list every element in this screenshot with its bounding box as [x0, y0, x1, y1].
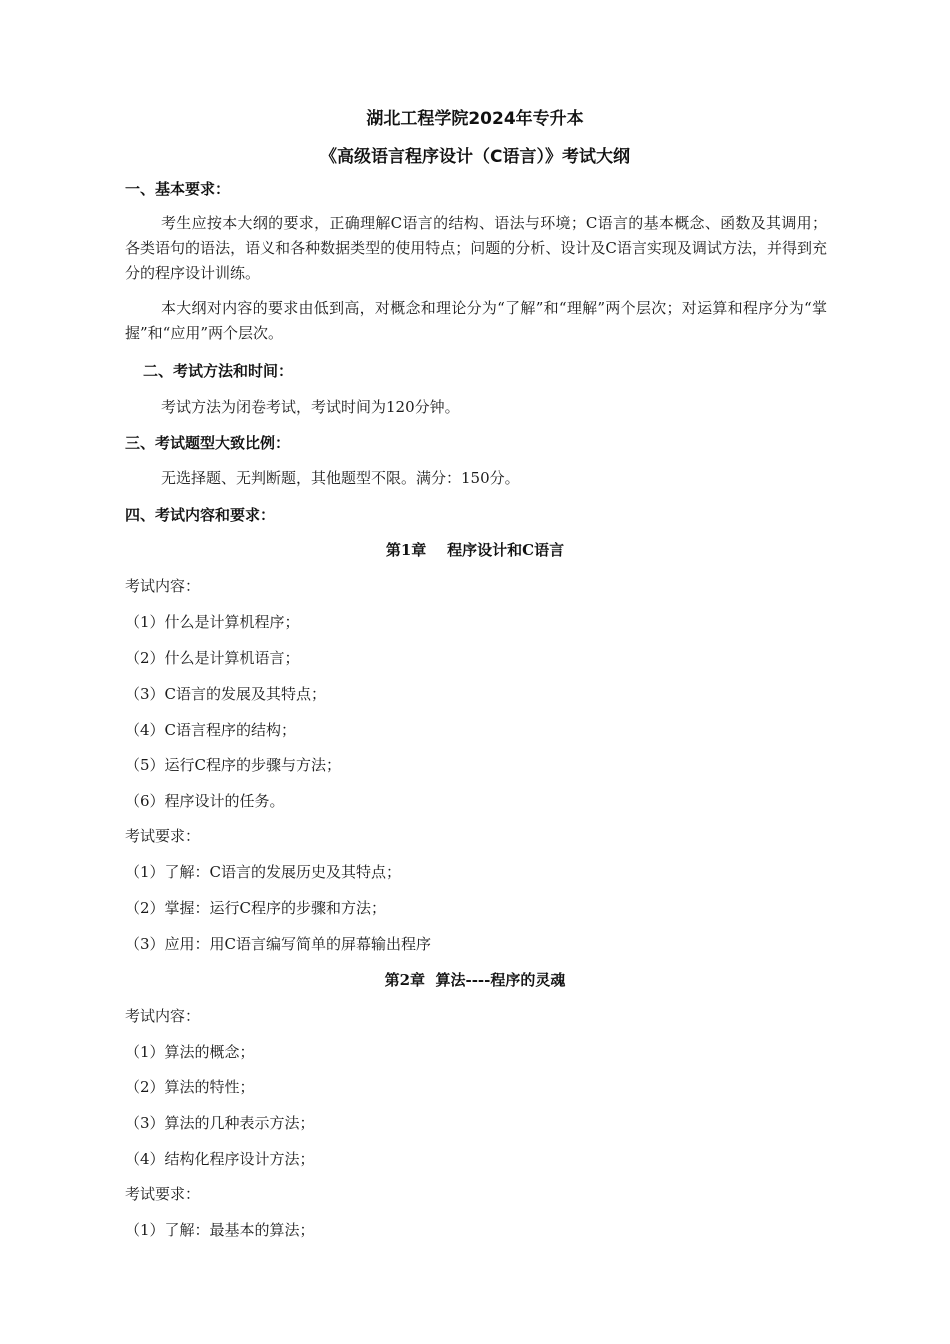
- chapter1-requirement-item: （2）掌握：运行C程序的步骤和方法；: [125, 899, 387, 917]
- section1-para2: 本大纲对内容的要求由低到高，对概念和理论分为“了解”和“理解”两个层次；对运算和程序分为“掌握”和“应用”两个层次。: [125, 299, 827, 342]
- chapter2-title: 第2章 算法----程序的灵魂: [384, 971, 566, 989]
- chapter1-content-label: 考试内容：: [125, 577, 201, 595]
- chapter2-requirement-item: （1）了解：最基本的算法；: [125, 1221, 315, 1239]
- chapter1-content-item: （1）什么是计算机程序；: [125, 613, 300, 631]
- document-title-line2: 《高级语言程序设计（C语言）》考试大纲: [320, 147, 630, 167]
- chapter1-requirement-item: （1）了解：C语言的发展历史及其特点；: [125, 863, 402, 881]
- chapter1-title: 第1章 程序设计和C语言: [385, 541, 565, 559]
- chapter1-content-item: （6）程序设计的任务。: [125, 792, 285, 810]
- chapter2-content-item: （4）结构化程序设计方法；: [125, 1150, 315, 1168]
- chapter1-requirement-item: （3）应用：用C语言编写简单的屏幕输出程序: [125, 935, 432, 953]
- document-title-line1: 湖北工程学院2024年专升本: [366, 109, 584, 129]
- section1-para1: 考生应按本大纲的要求，正确理解C语言的结构、语法与环境；C语言的基本概念、函数及其调用；各类语句的语法，语义和各种数据类型的使用特点；问题的分析、设计及C语言实现及调试方法，并得到充分的程序设计训练。: [125, 214, 827, 282]
- chapter1-content-item: （4）C语言程序的结构；: [125, 721, 297, 739]
- section3-text: 无选择题、无判断题，其他题型不限。满分：150分。: [161, 469, 520, 487]
- section3-heading: 三、考试题型大致比例：: [125, 434, 291, 452]
- section4-heading: 四、考试内容和要求：: [125, 506, 276, 524]
- chapter1-content-item: （3）C语言的发展及其特点；: [125, 685, 327, 703]
- chapter2-content-label: 考试内容：: [125, 1007, 201, 1025]
- chapter1-requirements-label: 考试要求：: [125, 827, 201, 845]
- chapter1-content-item: （2）什么是计算机语言；: [125, 649, 300, 667]
- chapter2-content-item: （1）算法的概念；: [125, 1043, 255, 1061]
- chapter2-content-item: （3）算法的几种表示方法；: [125, 1114, 315, 1132]
- section1-heading: 一、基本要求：: [125, 180, 231, 198]
- section2-heading: 二、考试方法和时间：: [143, 362, 294, 380]
- chapter2-content-item: （2）算法的特性；: [125, 1078, 255, 1096]
- chapter1-content-item: （5）运行C程序的步骤与方法；: [125, 756, 342, 774]
- chapter2-requirements-label: 考试要求：: [125, 1185, 201, 1203]
- section2-text: 考试方法为闭卷考试，考试时间为120分钟。: [161, 398, 460, 416]
